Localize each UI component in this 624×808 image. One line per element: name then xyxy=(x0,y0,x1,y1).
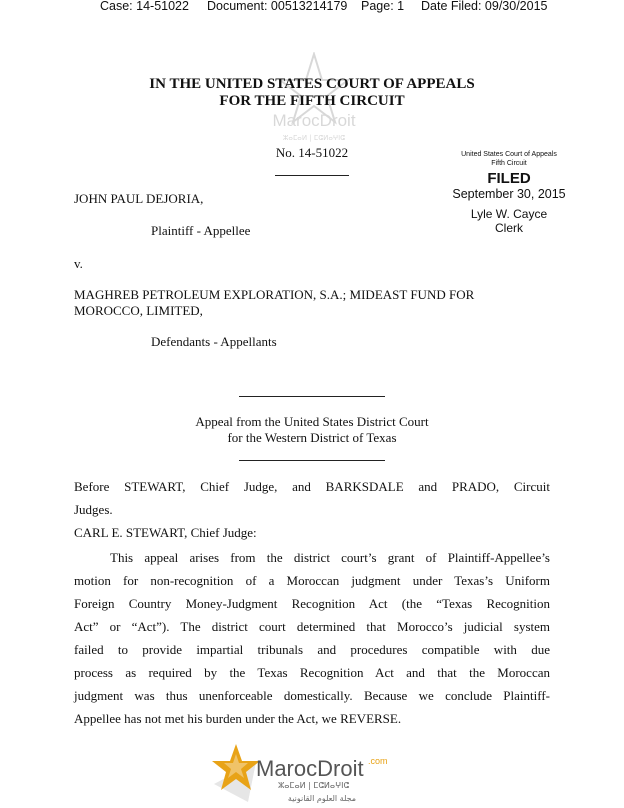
panel-line1: Before STEWART, Chief Judge, and BARKSDALE and PRADO, Circuit xyxy=(74,479,550,494)
opinion-line: This appeal arises from the district court’s grant of Plaintiff-Appellee’s xyxy=(110,550,550,565)
court-title xyxy=(0,76,624,110)
appeal-origin xyxy=(0,414,624,446)
divider-above-appeal xyxy=(239,396,385,397)
logo-tifinagh: ⵣⴰⵎⴰⵍ | ⵎⵛⵍⴰⵖⵏⵛ xyxy=(278,781,350,790)
stamp-status: FILED xyxy=(487,170,531,187)
defendants-line1: MAGHREB PETROLEUM EXPLORATION, S.A.; MIDEAST FUND FOR xyxy=(74,287,475,302)
logo-arabic: مجلة العلوم القانونية xyxy=(287,794,357,803)
opinion-line: Foreign Country Money-Judgment Recognition Act (the “Texas Recognition xyxy=(74,596,550,611)
watermark-top-tifinagh: ⵣⴰⵎⴰⵍ | ⵎⵛⵍⴰⵖⵏⵛ xyxy=(282,134,346,142)
header-date-filed: Date Filed: 09/30/2015 xyxy=(421,0,548,13)
header-document: Document: 00513214179 xyxy=(207,0,348,13)
case-number: No. 14-51022 xyxy=(275,145,349,160)
opinion-line: failed to provide impartial tribunals and procedures compatible with due xyxy=(74,642,550,657)
court-title-line1: IN THE UNITED STATES COURT OF APPEALS xyxy=(149,76,475,92)
stamp-clerk-title: Clerk xyxy=(494,221,523,235)
panel-judges xyxy=(74,475,550,521)
stamp-date: September 30, 2015 xyxy=(452,187,566,201)
header-page: Page: 1 xyxy=(361,0,405,13)
filing-header xyxy=(0,0,624,14)
logo-brand-suffix: .com xyxy=(368,756,388,766)
defendants-role: Defendants - Appellants xyxy=(151,334,277,349)
stamp-court-line2: Fifth Circuit xyxy=(491,160,527,167)
opinion-line: motion for non-recognition of a Moroccan judgment under Texas’s Uniform xyxy=(74,573,550,588)
opinion-line: Act” or “Act”). The district court determined that Morocco’s judicial system xyxy=(74,619,550,634)
defendants-line2: MOROCCO, LIMITED, xyxy=(74,303,203,318)
opinion-line: Appellee has not met his burden under the Act, we REVERSE. xyxy=(74,711,402,726)
plaintiff-name: JOHN PAUL DEJORIA, xyxy=(74,191,204,206)
plaintiff-role: Plaintiff - Appellee xyxy=(151,223,251,238)
stamp-court-line1: United States Court of Appeals xyxy=(461,151,557,158)
header-case: Case: 14-51022 xyxy=(100,0,189,13)
court-title-line2: FOR THE FIFTH CIRCUIT xyxy=(219,93,405,109)
stamp-clerk-name: Lyle W. Cayce xyxy=(470,207,548,221)
opinion-line: process as required by the Texas Recognition Act and that the Moroccan xyxy=(74,665,550,680)
divider-under-case-number xyxy=(275,175,349,176)
defendants-names xyxy=(74,287,554,319)
versus: v. xyxy=(74,256,83,271)
appeal-line1: Appeal from the United States District Court xyxy=(195,414,429,429)
opinion-author: CARL E. STEWART, Chief Judge: xyxy=(74,525,257,540)
divider-below-appeal xyxy=(239,460,385,461)
opinion-line: judgment was thus unenforceable domestically. Because we conclude Plaintiff- xyxy=(74,688,550,703)
opinion-paragraph xyxy=(74,546,550,730)
appeal-line2: for the Western District of Texas xyxy=(227,430,397,445)
panel-line2: Judges. xyxy=(74,502,113,517)
watermark-top-brand: MarocDroit xyxy=(272,111,356,130)
logo-brand-text: MarocDroit xyxy=(256,756,364,781)
watermark-logo-bottom xyxy=(196,742,426,806)
filed-stamp xyxy=(440,150,578,235)
